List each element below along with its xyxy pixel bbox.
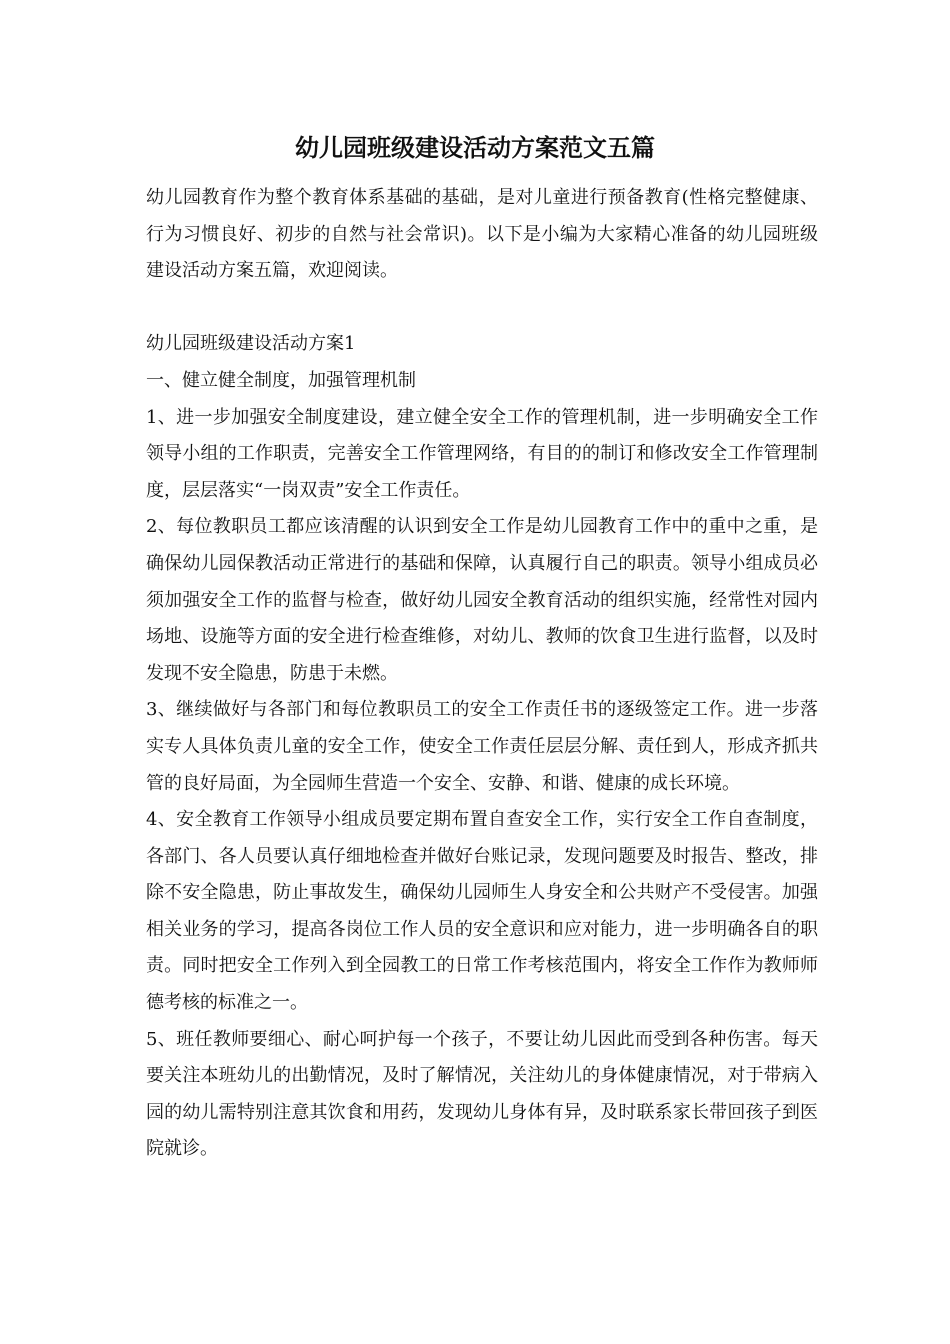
list-item: 5、班任教师要细心、耐心呵护每一个孩子，不要让幼儿因此而受到各种伤害。每天要关注本班幼儿的出勤情况，及时了解情况，关注幼儿的身体健康情况，对于带病入园的幼儿需特别注意其饮食和用药，发现幼儿身体有异，及时联系家长带回孩子到医院就诊。 bbox=[146, 1028, 818, 1160]
intro-paragraph: 幼儿园教育作为整个教育体系基础的基础，是对儿童进行预备教育(性格完整健康、行为习惯良好、初步的自然与社会常识)。以下是小编为大家精心准备的幼儿园班级建设活动方案五篇，欢迎阅读。 bbox=[146, 187, 818, 282]
subsection-heading: 一、健立健全制度，加强管理机制 bbox=[146, 369, 416, 391]
list-item: 4、安全教育工作领导小组成员要定期布置自查安全工作，实行安全工作自查制度，各部门、各人员要认真仔细地检查并做好台账记录，发现问题要及时报告、整改，排除不安全隐患，防止事故发生，确保幼儿园师生人身安全和公共财产不受侵害。加强相关业务的学习，提高各岗位工作人员的安全意识和应对能力，进一步明确各自的职责。同时把安全工作列入到全园教工的日常工作考核范围内，将安全工作作为教师师德考核的标准之一。 bbox=[146, 809, 818, 1014]
list-item: 2、每位教职员工都应该清醒的认识到安全工作是幼儿园教育工作中的重中之重，是确保幼儿园保教活动正常进行的基础和保障，认真履行自己的职责。领导小组成员必须加强安全工作的监督与检查，做好幼儿园安全教育活动的组织实施，经常性对园内场地、设施等方面的安全进行检查维修，对幼儿、教师的饮食卫生进行监督，以及时发现不安全隐患，防患于未燃。 bbox=[146, 516, 818, 684]
list-item: 3、继续做好与各部门和每位教职员工的安全工作责任书的逐级签定工作。进一步落实专人具体负责儿童的安全工作，使安全工作责任层层分解、责任到人，形成齐抓共管的良好局面，为全园师生营造一个安全、安静、和谐、健康的成长环境。 bbox=[146, 699, 818, 794]
paragraph-spacer bbox=[146, 290, 818, 327]
document-body bbox=[146, 180, 818, 1168]
section-title: 幼儿园班级建设活动方案1 bbox=[146, 333, 356, 355]
document-title: 幼儿园班级建设活动方案范文五篇 bbox=[295, 133, 655, 162]
list-item: 1、进一步加强安全制度建设，建立健全安全工作的管理机制，进一步明确安全工作领导小组的工作职责，完善安全工作管理网络，有目的的制订和修改安全工作管理制度，层层落实“一岗双责”安全工作责任。 bbox=[146, 406, 818, 501]
